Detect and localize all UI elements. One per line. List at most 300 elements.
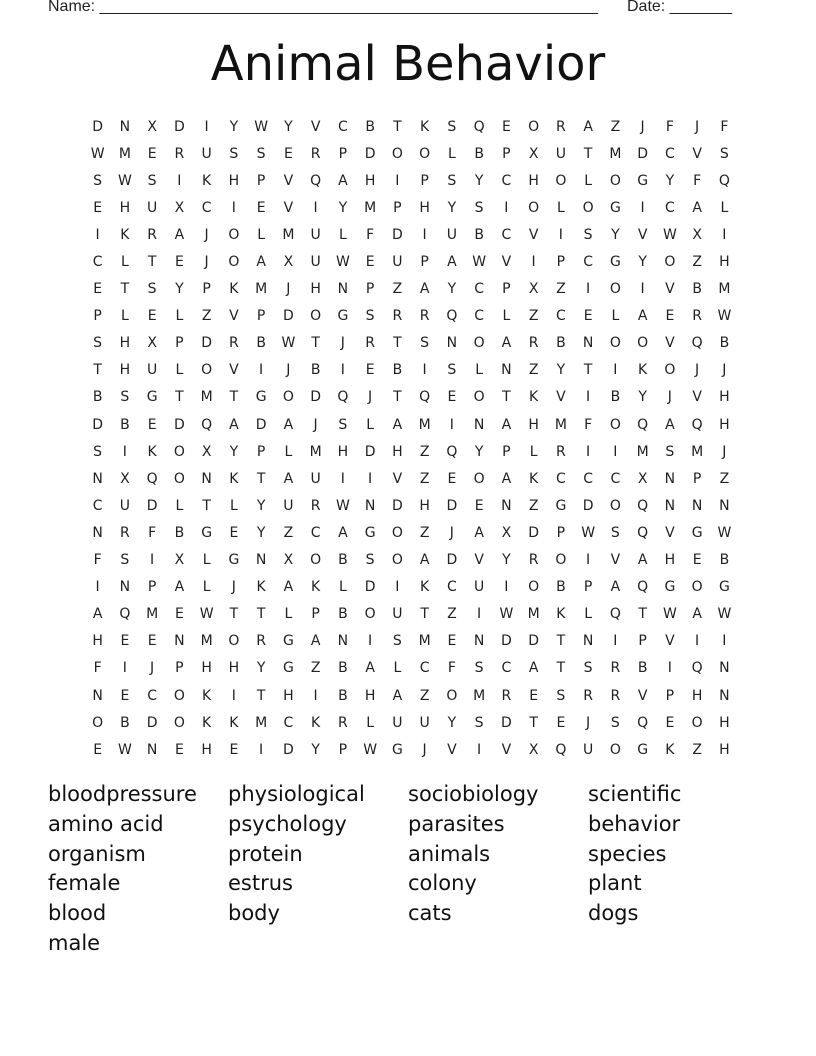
grid-letter: O: [473, 470, 485, 487]
grid-letter: X: [501, 524, 512, 541]
grid-letter: V: [229, 362, 239, 379]
grid-letter: F: [148, 524, 157, 541]
grid-letter: Y: [284, 118, 293, 135]
grid-letter: J: [695, 118, 700, 135]
grid-letter: Y: [175, 281, 184, 298]
grid-letter: X: [528, 145, 539, 162]
grid-letter: R: [610, 660, 621, 677]
grid-letter: W: [581, 524, 596, 541]
grid-letter: L: [120, 254, 129, 271]
grid-letter: W: [117, 172, 132, 189]
grid-letter: Y: [256, 497, 266, 514]
grid-letter: J: [150, 660, 155, 677]
grid-letter: M: [146, 606, 159, 623]
grid-letter: A: [637, 308, 648, 325]
grid-letter: Y: [447, 281, 457, 298]
word-list-item: blood: [48, 901, 107, 926]
grid-letter: I: [177, 172, 182, 189]
grid-letter: L: [175, 497, 184, 514]
grid-letter: L: [393, 660, 402, 677]
header-fields: [48, 0, 768, 20]
grid-row: [84, 682, 738, 709]
grid-letter: M: [309, 443, 322, 460]
grid-row: [84, 492, 738, 519]
grid-letter: C: [664, 199, 675, 216]
grid-letter: S: [447, 362, 457, 379]
grid-letter: A: [692, 606, 702, 623]
grid-letter: W: [335, 254, 350, 271]
grid-letter: M: [609, 145, 622, 162]
grid-letter: F: [693, 172, 702, 189]
grid-letter: Z: [528, 362, 539, 379]
grid-letter: Q: [637, 579, 649, 596]
grid-letter: D: [173, 416, 185, 433]
grid-letter: E: [665, 308, 675, 325]
grid-letter: G: [337, 308, 349, 325]
grid-letter: M: [364, 199, 377, 216]
grid-letter: O: [582, 199, 594, 216]
grid-letter: C: [201, 199, 212, 216]
grid-letter: H: [228, 660, 240, 677]
grid-letter: K: [420, 579, 430, 596]
word-list-item: plant: [588, 871, 642, 896]
grid-letter: Z: [419, 524, 430, 541]
grid-letter: O: [310, 308, 322, 325]
grid-letter: O: [609, 741, 621, 758]
grid-letter: W: [662, 606, 677, 623]
grid-letter: G: [282, 633, 294, 650]
grid-letter: X: [528, 741, 539, 758]
grid-letter: L: [366, 416, 375, 433]
grid-letter: I: [259, 362, 264, 379]
grid-letter: D: [364, 145, 376, 162]
grid-letter: Y: [229, 118, 239, 135]
grid-letter: I: [531, 254, 536, 271]
grid-letter: V: [501, 741, 512, 758]
grid-letter: T: [583, 362, 593, 379]
grid-letter: K: [665, 741, 675, 758]
grid-letter: T: [256, 470, 266, 487]
grid-letter: I: [558, 226, 563, 243]
grid-letter: S: [392, 633, 402, 650]
grid-letter: H: [719, 714, 730, 731]
grid-letter: J: [722, 443, 727, 460]
grid-letter: F: [720, 118, 729, 135]
grid-letter: L: [447, 145, 456, 162]
grid-letter: C: [92, 497, 103, 514]
grid-letter: H: [201, 660, 212, 677]
grid-letter: A: [665, 416, 675, 433]
grid-letter: R: [120, 524, 130, 541]
grid-letter: W: [281, 335, 296, 352]
grid-letter: H: [364, 687, 376, 704]
grid-letter: U: [147, 199, 158, 216]
grid-letter: D: [92, 416, 104, 433]
grid-letter: H: [310, 281, 321, 298]
grid-letter: V: [637, 687, 648, 704]
grid-letter: I: [122, 443, 127, 460]
grid-row: [84, 276, 738, 303]
grid-letter: U: [555, 145, 566, 162]
grid-letter: G: [555, 497, 567, 514]
grid-letter: O: [664, 254, 676, 271]
grid-letter: K: [638, 362, 648, 379]
grid-letter: T: [120, 281, 130, 298]
grid-letter: I: [395, 172, 400, 189]
grid-letter: C: [501, 226, 512, 243]
grid-letter: Z: [419, 470, 430, 487]
grid-letter: I: [259, 741, 264, 758]
grid-letter: V: [637, 226, 648, 243]
grid-letter: H: [528, 416, 539, 433]
grid-letter: B: [310, 362, 321, 379]
grid-letter: D: [500, 714, 512, 731]
grid-row: [84, 357, 738, 384]
grid-letter: N: [719, 687, 730, 704]
grid-letter: G: [718, 579, 730, 596]
grid-letter: W: [717, 308, 732, 325]
grid-letter: R: [583, 687, 593, 704]
grid-letter: E: [147, 633, 157, 650]
grid-letter: P: [256, 443, 266, 460]
grid-letter: C: [664, 145, 675, 162]
grid-letter: I: [122, 660, 127, 677]
grid-letter: E: [692, 552, 702, 569]
grid-letter: J: [586, 714, 591, 731]
grid-letter: E: [174, 254, 184, 271]
grid-letter: O: [609, 335, 621, 352]
grid-letter: J: [722, 362, 727, 379]
grid-letter: I: [504, 579, 509, 596]
grid-letter: Y: [556, 362, 566, 379]
grid-letter: A: [256, 254, 266, 271]
grid-letter: P: [420, 172, 429, 189]
grid-letter: J: [695, 362, 700, 379]
grid-letter: P: [338, 741, 348, 758]
grid-letter: O: [364, 606, 376, 623]
grid-letter: P: [502, 443, 511, 460]
grid-letter: U: [283, 497, 294, 514]
grid-letter: W: [472, 254, 487, 271]
grid-letter: D: [391, 226, 403, 243]
grid-letter: I: [667, 660, 672, 677]
grid-letter: E: [256, 199, 266, 216]
grid-letter: R: [147, 226, 157, 243]
grid-letter: H: [419, 497, 430, 514]
grid-letter: C: [419, 660, 430, 677]
grid-letter: F: [93, 660, 102, 677]
grid-letter: C: [610, 470, 621, 487]
grid-letter: B: [556, 579, 566, 596]
grid-row: [84, 248, 738, 275]
grid-letter: E: [174, 606, 184, 623]
grid-letter: X: [692, 226, 702, 243]
grid-letter: N: [92, 687, 103, 704]
grid-letter: A: [338, 524, 348, 541]
grid-letter: C: [337, 118, 348, 135]
grid-letter: B: [392, 362, 403, 379]
grid-letter: B: [338, 606, 348, 623]
grid-letter: U: [474, 579, 485, 596]
grid-letter: S: [610, 714, 620, 731]
grid-letter: J: [667, 389, 672, 406]
grid-letter: R: [174, 145, 185, 162]
grid-row: [84, 330, 738, 357]
grid-letter: N: [473, 416, 485, 433]
grid-letter: J: [231, 579, 236, 596]
grid-letter: B: [556, 335, 566, 352]
grid-letter: C: [147, 687, 158, 704]
grid-letter: I: [340, 362, 345, 379]
grid-letter: W: [717, 524, 732, 541]
grid-letter: R: [528, 335, 539, 352]
grid-letter: O: [528, 118, 540, 135]
grid-letter: Y: [256, 660, 266, 677]
grid-letter: F: [366, 226, 375, 243]
grid-letter: X: [147, 335, 157, 352]
grid-letter: U: [310, 470, 321, 487]
grid-letter: P: [256, 172, 266, 189]
grid-letter: X: [174, 552, 185, 569]
grid-letter: F: [584, 416, 593, 433]
grid-letter: I: [231, 199, 236, 216]
grid-letter: K: [556, 606, 566, 623]
grid-row: [84, 709, 738, 736]
grid-row: [84, 655, 738, 682]
grid-letter: I: [613, 633, 618, 650]
grid-letter: S: [556, 687, 566, 704]
grid-letter: A: [501, 335, 512, 352]
grid-letter: Q: [446, 308, 458, 325]
grid-letter: P: [311, 606, 320, 623]
grid-row: [84, 601, 738, 628]
grid-row: [84, 574, 738, 601]
grid-letter: Y: [229, 443, 239, 460]
grid-letter: S: [93, 443, 103, 460]
grid-row: [84, 628, 738, 655]
grid-letter: S: [147, 172, 157, 189]
grid-letter: T: [229, 606, 239, 623]
grid-letter: R: [365, 335, 375, 352]
grid-letter: A: [419, 552, 430, 569]
grid-letter: C: [474, 281, 485, 298]
grid-letter: I: [722, 226, 727, 243]
grid-letter: I: [477, 741, 482, 758]
grid-letter: U: [201, 145, 212, 162]
grid-letter: X: [283, 254, 294, 271]
grid-letter: I: [640, 199, 645, 216]
grid-letter: S: [93, 335, 103, 352]
grid-letter: V: [392, 470, 403, 487]
grid-letter: A: [528, 660, 539, 677]
grid-letter: Q: [310, 172, 322, 189]
grid-letter: S: [719, 145, 729, 162]
grid-letter: I: [231, 687, 236, 704]
grid-letter: B: [174, 524, 185, 541]
grid-letter: O: [282, 389, 294, 406]
grid-letter: U: [392, 606, 403, 623]
grid-letter: P: [338, 145, 348, 162]
grid-letter: D: [500, 633, 512, 650]
grid-letter: G: [691, 524, 703, 541]
grid-letter: A: [338, 172, 348, 189]
grid-letter: P: [420, 254, 429, 271]
grid-letter: T: [502, 389, 511, 406]
grid-letter: I: [422, 226, 427, 243]
grid-letter: K: [202, 687, 212, 704]
grid-letter: D: [92, 118, 104, 135]
grid-letter: T: [393, 335, 402, 352]
grid-letter: M: [418, 416, 431, 433]
grid-letter: L: [284, 606, 293, 623]
grid-letter: K: [147, 443, 157, 460]
grid-letter: Y: [256, 524, 266, 541]
word-list-item: female: [48, 871, 121, 896]
grid-letter: L: [556, 199, 565, 216]
grid-letter: E: [365, 254, 375, 271]
grid-letter: O: [228, 226, 240, 243]
grid-letter: Q: [637, 497, 649, 514]
grid-letter: L: [529, 443, 538, 460]
grid-letter: N: [92, 524, 103, 541]
grid-letter: C: [583, 254, 594, 271]
grid-letter: O: [555, 552, 567, 569]
grid-letter: J: [422, 741, 427, 758]
grid-letter: D: [364, 443, 376, 460]
grid-letter: I: [477, 606, 482, 623]
grid-letter: P: [556, 254, 566, 271]
grid-letter: R: [610, 687, 621, 704]
grid-letter: Q: [691, 660, 703, 677]
grid-letter: I: [695, 633, 700, 650]
grid-letter: O: [391, 145, 403, 162]
grid-letter: H: [228, 172, 240, 189]
word-list: [48, 780, 768, 959]
grid-letter: D: [391, 497, 403, 514]
grid-letter: S: [447, 172, 457, 189]
grid-letter: L: [475, 362, 484, 379]
grid-letter: U: [583, 741, 594, 758]
grid-letter: S: [229, 145, 239, 162]
grid-letter: I: [313, 199, 318, 216]
grid-letter: S: [120, 552, 130, 569]
grid-letter: J: [313, 416, 318, 433]
word-list-item: colony: [408, 871, 477, 896]
grid-letter: U: [310, 254, 321, 271]
grid-letter: H: [419, 199, 430, 216]
grid-letter: L: [366, 714, 375, 731]
word-list-item: organism: [48, 841, 146, 866]
grid-letter: Y: [474, 172, 484, 189]
grid-letter: A: [392, 687, 403, 704]
grid-letter: W: [254, 118, 269, 135]
grid-row: [84, 547, 738, 574]
grid-letter: M: [554, 416, 567, 433]
grid-letter: L: [338, 579, 347, 596]
grid-letter: D: [201, 335, 213, 352]
grid-letter: I: [613, 362, 618, 379]
grid-letter: D: [528, 633, 540, 650]
grid-letter: Y: [311, 741, 320, 758]
grid-letter: R: [419, 308, 430, 325]
grid-letter: L: [202, 579, 211, 596]
grid-letter: S: [147, 281, 157, 298]
grid-letter: C: [555, 308, 566, 325]
grid-row: [84, 411, 738, 438]
grid-letter: U: [310, 226, 321, 243]
grid-letter: A: [229, 416, 239, 433]
name-field-label: Name: ________________________________________________________: [48, 0, 598, 15]
grid-letter: Q: [637, 714, 649, 731]
grid-letter: N: [501, 497, 512, 514]
grid-letter: V: [692, 145, 702, 162]
grid-letter: N: [691, 497, 703, 514]
grid-letter: B: [338, 552, 348, 569]
grid-letter: J: [286, 362, 291, 379]
grid-letter: O: [691, 714, 703, 731]
grid-letter: G: [664, 579, 676, 596]
grid-letter: I: [422, 362, 427, 379]
grid-letter: I: [95, 579, 100, 596]
grid-letter: T: [556, 633, 566, 650]
grid-row: [84, 519, 738, 546]
grid-letter: X: [201, 443, 212, 460]
grid-letter: K: [202, 714, 212, 731]
grid-letter: L: [175, 362, 184, 379]
grid-row: [84, 221, 738, 248]
grid-letter: P: [256, 308, 266, 325]
grid-letter: L: [120, 308, 129, 325]
grid-letter: H: [528, 172, 539, 189]
grid-letter: V: [283, 199, 294, 216]
grid-letter: C: [92, 254, 103, 271]
grid-letter: B: [256, 335, 266, 352]
grid-letter: Y: [665, 172, 675, 189]
grid-letter: O: [173, 443, 185, 460]
grid-letter: E: [229, 741, 239, 758]
grid-letter: T: [556, 660, 566, 677]
grid-letter: B: [719, 335, 730, 352]
grid-letter: O: [310, 552, 322, 569]
grid-letter: P: [93, 308, 102, 325]
grid-letter: E: [147, 416, 157, 433]
grid-letter: V: [474, 552, 484, 569]
grid-letter: K: [256, 579, 266, 596]
grid-letter: P: [638, 633, 647, 650]
grid-letter: B: [92, 389, 103, 406]
grid-letter: X: [283, 552, 294, 569]
grid-letter: M: [255, 714, 268, 731]
grid-letter: H: [719, 389, 730, 406]
grid-letter: Y: [474, 443, 484, 460]
grid-letter: M: [200, 633, 213, 650]
grid-letter: X: [174, 199, 185, 216]
grid-letter: S: [256, 145, 266, 162]
grid-row: [84, 438, 738, 465]
grid-letter: B: [474, 145, 484, 162]
grid-letter: H: [283, 687, 294, 704]
grid-letter: A: [583, 118, 593, 135]
grid-letter: G: [364, 524, 376, 541]
grid-letter: E: [447, 389, 457, 406]
grid-letter: O: [391, 552, 403, 569]
grid-letter: N: [473, 633, 485, 650]
grid-letter: N: [582, 633, 594, 650]
grid-letter: I: [204, 118, 209, 135]
grid-letter: V: [528, 226, 539, 243]
grid-letter: V: [447, 741, 457, 758]
grid-letter: G: [255, 389, 267, 406]
